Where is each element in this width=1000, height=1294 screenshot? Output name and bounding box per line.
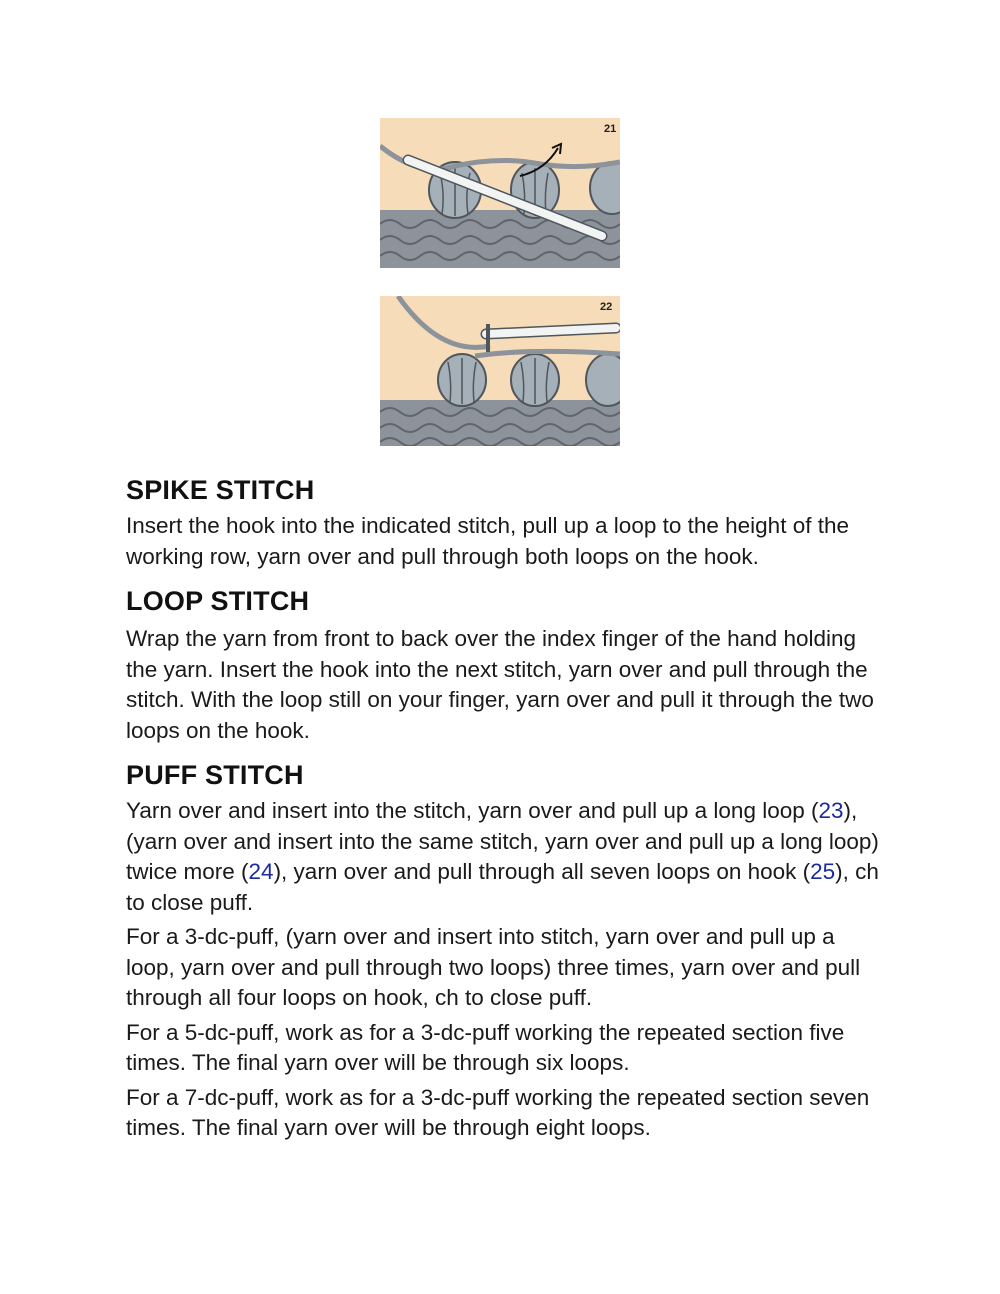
text-span: ), ch to close puff. <box>126 859 879 915</box>
puff-stitch-paragraph-2: For a 3-dc-puff, (yarn over and insert into stitch, yarn over and pull up a loop, yarn over and pull through two loops) three times, yarn over and pull through all four loops on hook, ch to close puff. <box>126 924 861 1010</box>
document-body <box>126 473 886 1148</box>
figure-number-21: 21 <box>604 123 617 135</box>
figure-link-25[interactable]: 25 <box>810 859 836 884</box>
puff-stitch-paragraph-4: For a 7-dc-puff, work as for a 3-dc-puff working the repeated section seven times. The final yarn over will be through eight loops. <box>126 1084 870 1140</box>
puff-stitch-heading: PUFF STITCH <box>126 760 304 790</box>
loop-stitch-section <box>126 584 886 746</box>
text-span: ), yarn over and pull through all seven loops on hook ( <box>273 859 811 884</box>
text-span: ), (yarn over and insert into the same stitch, yarn over and pull up a long loop) twice more ( <box>126 798 879 884</box>
puff-stitch-paragraph-3: For a 5-dc-puff, work as for a 3-dc-puff working the repeated section five times. The final yarn over will be through six loops. <box>126 1019 845 1075</box>
figure-link-24[interactable]: 24 <box>248 859 274 884</box>
loop-stitch-heading: LOOP STITCH <box>126 586 310 616</box>
text-span: Yarn over and insert into the stitch, yarn over and pull up a long loop ( <box>126 798 819 823</box>
illustration-figure-22 <box>380 296 620 446</box>
spike-stitch-heading: SPIKE STITCH <box>126 475 315 505</box>
loop-stitch-text: Wrap the yarn from front to back over the index finger of the hand holding the yarn. Insert the hook into the next stitch, yarn over and pull through the stitch. With the loop still on your finger, yarn over and pull it through the two loops on the hook. <box>126 626 874 743</box>
illustration-figure-21 <box>380 118 620 268</box>
spike-stitch-text: Insert the hook into the indicated stitch, pull up a loop to the height of the working row, yarn over and pull through both loops on the hook. <box>126 513 849 569</box>
crochet-illustration-21 <box>380 118 620 268</box>
puff-stitch-section <box>126 758 886 1144</box>
crochet-illustration-22 <box>380 296 620 446</box>
spike-stitch-section <box>126 473 886 572</box>
puff-stitch-paragraph-1 <box>126 796 886 918</box>
figure-number-22: 22 <box>600 301 613 313</box>
figure-link-23[interactable]: 23 <box>818 798 844 823</box>
